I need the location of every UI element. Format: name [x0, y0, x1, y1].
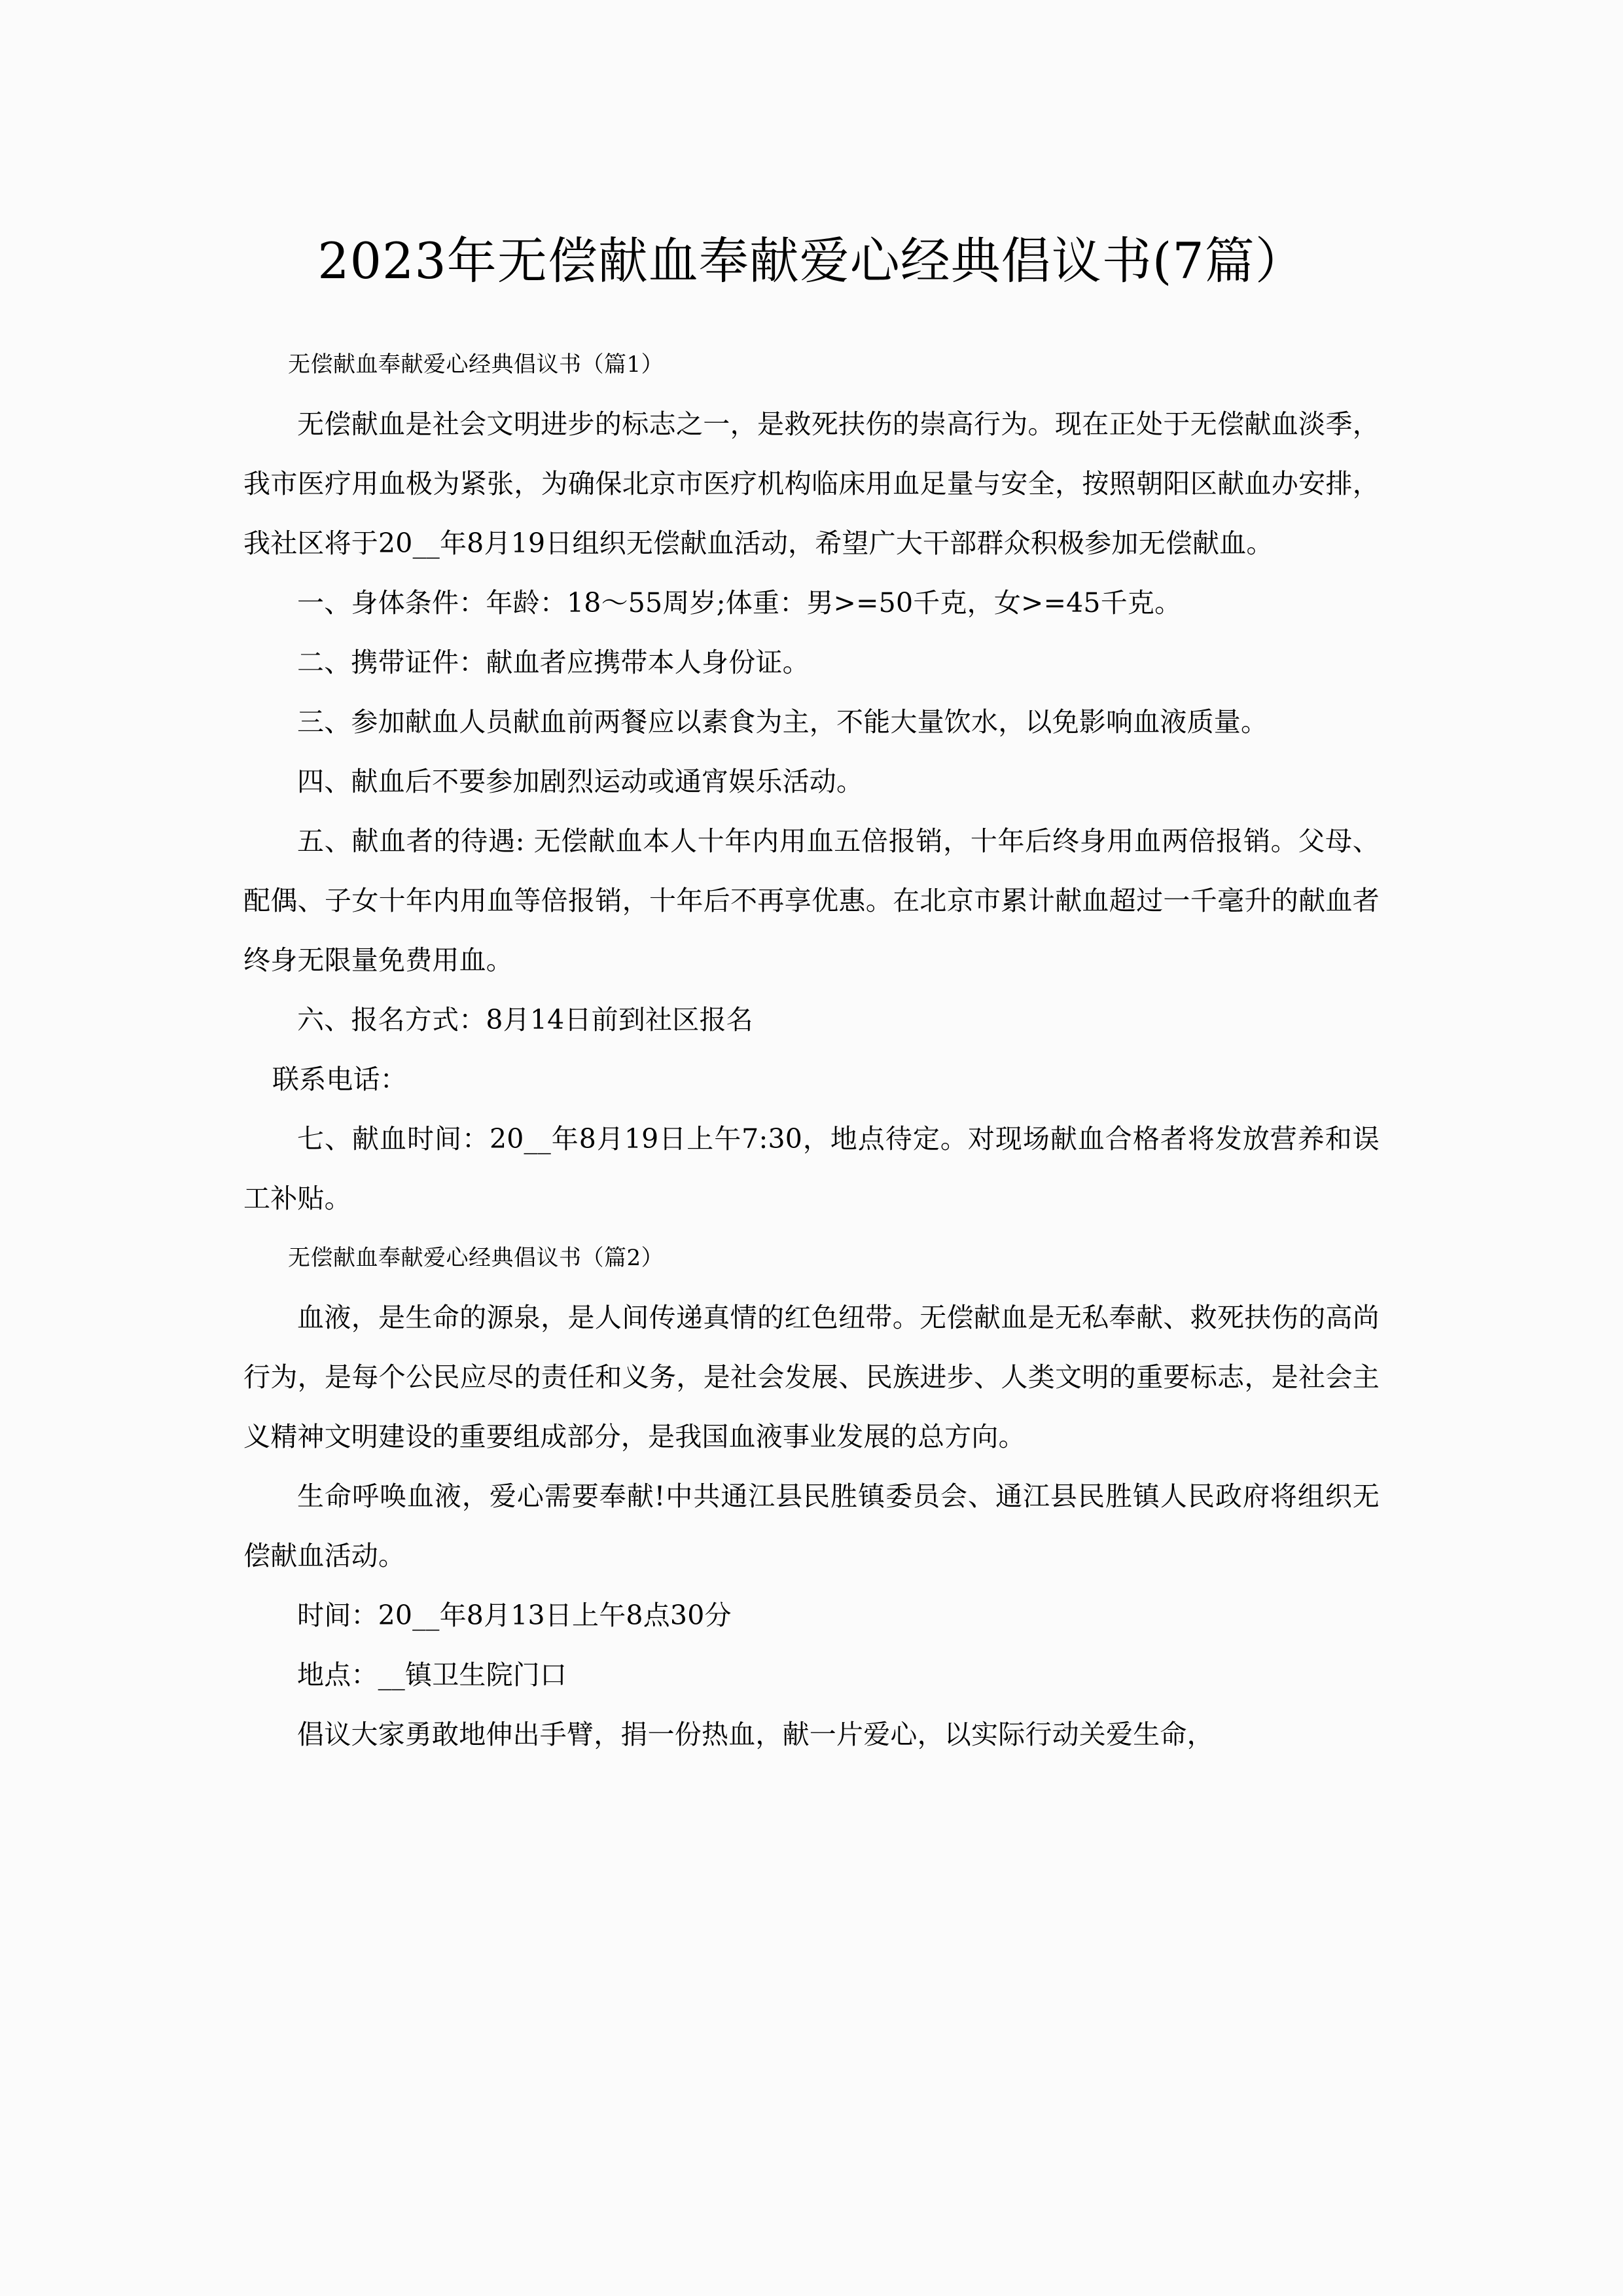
list-item: 七、献血时间：20__年8月19日上午7:30，地点待定。对现场献血合格者将发放营养和误工补贴。: [243, 1123, 1380, 1214]
list-item: 二、携带证件：献血者应携带本人身份证。: [297, 647, 810, 678]
event-location-line: 地点：__镇卫生院门口: [297, 1659, 567, 1691]
paragraph: 生命呼唤血液，爱心需要奉献!中共通江县民胜镇委员会、通江县民胜镇人民政府将组织无偿献血活动。: [243, 1480, 1380, 1571]
list-item: 四、献血后不要参加剧烈运动或通宵娱乐活动。: [297, 766, 864, 797]
document-body: [243, 335, 1380, 1765]
paragraph: 无偿献血是社会文明进步的标志之一，是救死扶伤的崇高行为。现在正处于无偿献血淡季，我市医疗用血极为紧张，为确保北京市医疗机构临床用血足量与安全，按照朝阳区献血办安排，我社区将于20__年8月19日组织无偿献血活动，希望广大干部群众积极参加无偿献血。: [243, 408, 1380, 559]
section-heading-1: 无偿献血奉献爱心经典倡议书（篇1）: [288, 351, 664, 378]
section-heading-2: 无偿献血奉献爱心经典倡议书（篇2）: [288, 1245, 664, 1271]
event-time-line: 时间：20__年8月13日上午8点30分: [297, 1600, 732, 1631]
list-item: 六、报名方式：8月14日前到社区报名: [297, 1004, 753, 1035]
paragraph: 倡议大家勇敢地伸出手臂，捐一份热血，献一片爱心，以实际行动关爱生命，: [297, 1719, 1214, 1750]
list-item: 一、身体条件：年龄：18～55周岁;体重：男>=50千克，女>=45千克。: [297, 587, 1182, 619]
paragraph: 血液，是生命的源泉，是人间传递真情的红色纽带。无偿献血是无私奉献、救死扶伤的高尚行为，是每个公民应尽的责任和义务，是社会发展、民族进步、人类文明的重要标志，是社会主义精神文明建设的重要组成部分，是我国血液事业发展的总方向。: [243, 1302, 1380, 1452]
list-item: 三、参加献血人员献血前两餐应以素食为主，不能大量饮水，以免影响血液质量。: [297, 706, 1268, 738]
page-title: 2023年无偿献血奉献爱心经典倡议书(7篇）: [317, 231, 1306, 290]
list-item: 五、献血者的待遇: 无偿献血本人十年内用血五倍报销，十年后终身用血两倍报销。父母、配偶、子女十年内用血等倍报销，十年后不再享优惠。在北京市累计献血超过一千毫升的献血者终身无限量免费用血。: [243, 825, 1380, 976]
contact-phone-line: 联系电话：: [272, 1064, 407, 1095]
